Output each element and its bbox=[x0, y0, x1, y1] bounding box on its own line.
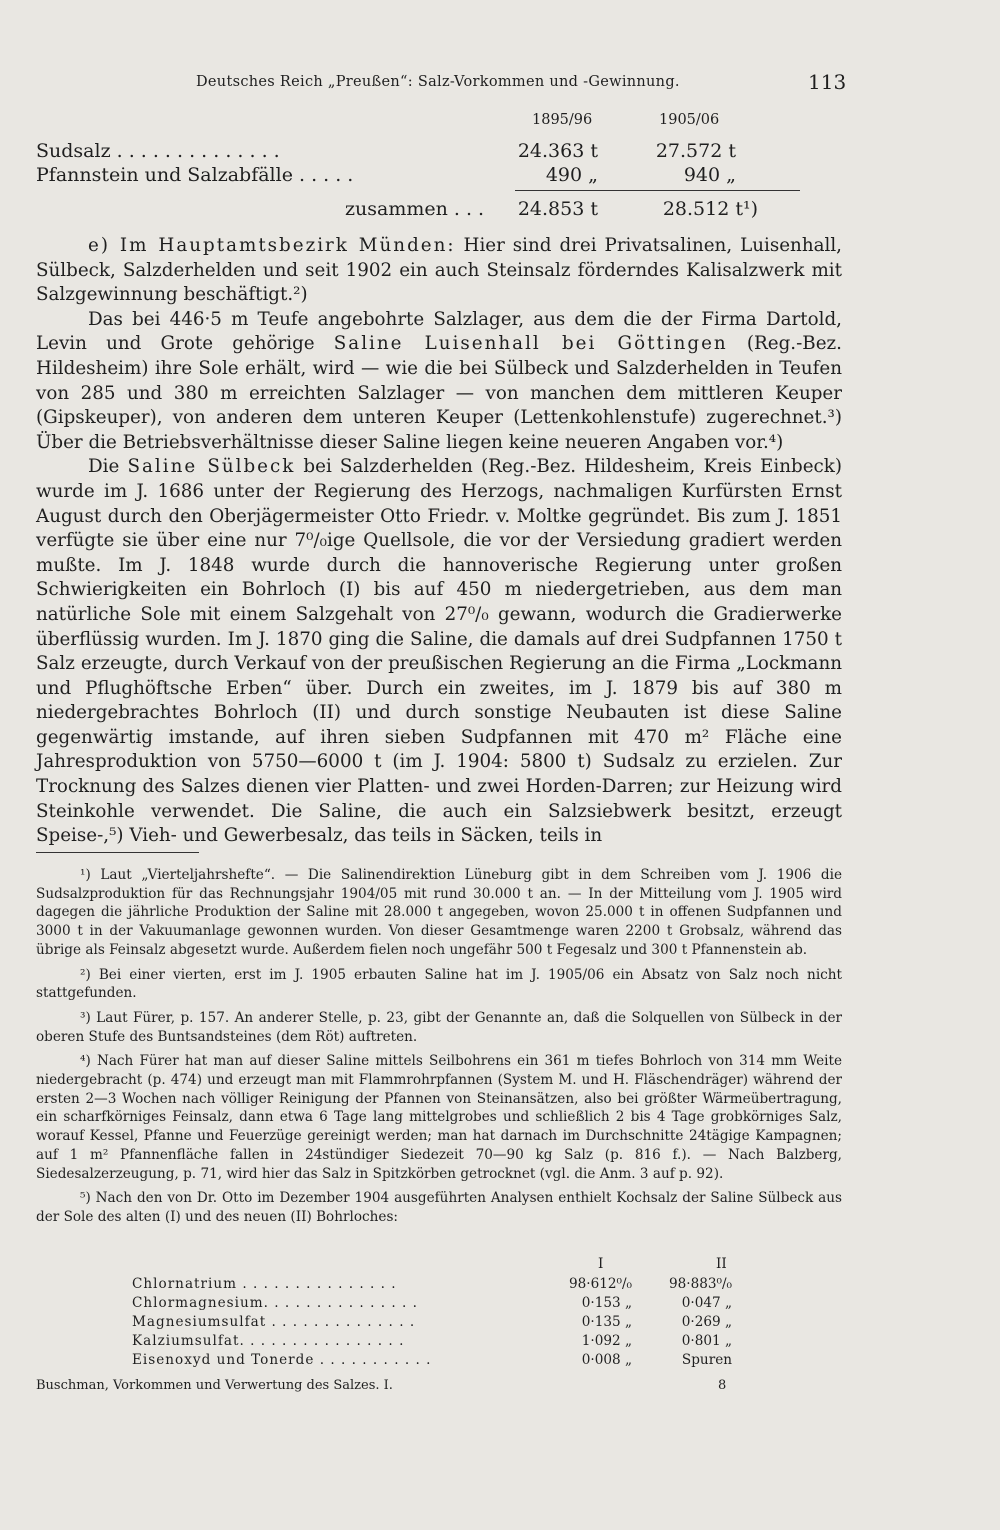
row-value-1: 0·153 „ bbox=[581, 1295, 632, 1311]
footnote: ⁴) Nach Fürer hat man auf dieser Saline mittels Seilbohrens ein 361 m tiefes Bohrloch von 314 mm Weite niedergebracht (p. 474) und erzeugt man mit Flammrohrpfannen (System M. und H. Fläschendräger) während der ersten 2—3 Wochen nach völliger Reinigung der Pfannen von Steinansätzen, also bei größter Wärmeübertragung, ein scharfkörniges Feinsalz, dann etwa 6 Tage lang mittelgrobes und schließlich 2 bis 4 Tage grobkörniges Salz, worauf Kessel, Pfanne und Feuerzüge gereinigt werden; man hat darnach im Durchschnitte 24tägige Kampagnen; auf 1 m² Pfannenfläche fallen in 24stündiger Siedezeit 70—90 kg Salz (p. 816 f.). — Nach Balzberg, Siedesalzerzeugung, p. 71, wird hier das Salz in Spitzkörben getrocknet (vgl. die Anm. 3 auf p. 92). bbox=[36, 1053, 842, 1182]
row-value-2: 0·047 „ bbox=[681, 1295, 732, 1311]
body-text bbox=[36, 234, 842, 849]
row-value-2: 28.512 t¹) bbox=[662, 198, 758, 220]
footnote: ¹) Laut „Vierteljahrshefte“. — Die Salinendirektion Lüneburg gibt in dem Schreiben vom J. 1906 die Sudsalzproduktion für das Rechnungsjahr 1904/05 mit rund 30.000 t an. — In der Mitteilung vom J. 1905 wird dagegen die jährliche Produktion der Saline mit 28.000 t angegeben, wovon 25.000 t in offenen Sudpfannen und 3000 t in der Vakuumanlage gewonnen wurden. Von dieser Gesamtmenge waren 2200 t Grobsalz, während das übrige als Feinsalz abgesetzt wurde. Außerdem fielen noch ungefähr 500 t Fegesalz und 300 t Pfannenstein ab. bbox=[36, 867, 842, 958]
row-label: Sudsalz . . . . . . . . . . . . . . bbox=[36, 140, 280, 162]
row-value-1: 490 „ bbox=[545, 164, 598, 186]
row-value-2: 27.572 t bbox=[655, 140, 736, 162]
table-row bbox=[132, 1333, 742, 1352]
spaced-name: Saline Sülbeck bbox=[127, 456, 296, 478]
paragraph bbox=[36, 308, 842, 456]
row-value-1: 98·612⁰/₀ bbox=[568, 1276, 632, 1292]
table-row bbox=[132, 1352, 742, 1371]
row-value-2: 940 „ bbox=[683, 164, 736, 186]
page-number: 113 bbox=[808, 70, 847, 94]
column-header-II: II bbox=[716, 1256, 727, 1272]
row-label: zusammen . . . bbox=[345, 198, 485, 220]
row-value-2: Spuren bbox=[681, 1352, 732, 1368]
row-label: Kalziumsulfat. . . . . . . . . . . . . . . . bbox=[132, 1333, 405, 1349]
row-label: Pfannstein und Salzabfälle . . . . . bbox=[36, 164, 354, 186]
row-label: Chlormagnesium. . . . . . . . . . . . . . . bbox=[132, 1295, 418, 1311]
table-header-1905: 1905/06 bbox=[659, 112, 720, 128]
running-title: Deutsches Reich „Preußen“: Salz-Vorkommen und -Gewinnung. bbox=[196, 74, 680, 90]
signature-mark: 8 bbox=[718, 1378, 727, 1393]
row-label: Eisenoxyd und Tonerde . . . . . . . . . . . bbox=[132, 1352, 432, 1368]
paragraph-text: Die bbox=[88, 456, 128, 478]
paragraph bbox=[36, 455, 842, 849]
row-value-1: 24.853 t bbox=[517, 198, 598, 220]
table-row bbox=[132, 1295, 742, 1314]
paragraph bbox=[36, 234, 842, 308]
footnotes bbox=[36, 866, 842, 1233]
row-label: Magnesiumsulfat . . . . . . . . . . . . . . bbox=[132, 1314, 416, 1330]
section-heading: e) Im Hauptamtsbezirk Münden: bbox=[88, 235, 456, 256]
paragraph-text: Hier sind drei Privatsalinen, Luisenhall, Sülbeck, Salzderhelden und seit 1902 ein auch Steinsalz förderndes Kalisalzwerk mit Salzgewinnung beschäftigt.²) bbox=[36, 235, 842, 306]
footer-source: Buschman, Vorkommen und Verwertung des Salzes. I. bbox=[36, 1378, 393, 1393]
sum-rule bbox=[515, 190, 800, 191]
row-value-2: 0·269 „ bbox=[681, 1314, 732, 1330]
column-header-I: I bbox=[598, 1256, 604, 1272]
paragraph-text: (Reg.-Bez. Hildesheim) ihre Sole erhält, wird — wie die bei Sülbeck und Salzderhelden in Teufen von 285 und 380 m erreichten Salzlager — von manchen dem mittleren Keuper (Gipskeuper), von anderen dem unteren Keuper (Lettenkohlenstufe) zugerechnet.³) Über die Betriebsverhältnisse dieser Saline liegen keine neueren Angaben vor.⁴) bbox=[36, 333, 842, 453]
row-value-1: 0·008 „ bbox=[581, 1352, 632, 1368]
spaced-name: Saline Luisenhall bei Göttingen bbox=[333, 333, 728, 355]
table-row bbox=[132, 1314, 742, 1333]
footnote: ³) Laut Fürer, p. 157. An anderer Stelle, p. 23, gibt der Genannte an, daß die Solquellen von Sülbeck in der oberen Stufe des Buntsandsteines (dem Röt) auftreten. bbox=[36, 1009, 842, 1045]
row-value-1: 1·092 „ bbox=[581, 1333, 632, 1349]
table-header-1895: 1895/96 bbox=[532, 112, 593, 128]
footnote: ⁵) Nach den von Dr. Otto im Dezember 1904 ausgeführten Analysen enthielt Kochsalz der Saline Sülbeck aus der Sole des alten (I) und des neuen (II) Bohrloches: bbox=[36, 1190, 842, 1225]
row-value-2: 0·801 „ bbox=[681, 1333, 732, 1349]
table-row bbox=[132, 1276, 742, 1295]
footnote: ²) Bei einer vierten, erst im J. 1905 erbauten Saline hat im J. 1905/06 ein Absatz von Salz noch nicht stattgefunden. bbox=[36, 966, 842, 1002]
paragraph-text: Das bei 446·5 m Teufe angebohrte Salzlager, aus dem die der Firma Dartold, Levin und Grote gehörige bbox=[36, 308, 842, 355]
paragraph-text: bei Salzderhelden (Reg.-Bez. Hildesheim, Kreis Einbeck) wurde im J. 1686 unter der Regierung des Herzogs, nachmaligen Kurfürsten Ernst August durch den Oberjägermeister Otto Friedr. v. Moltke gegründet. Bis zum J. 1851 verfügte sie über eine nur 7⁰/₀ige Quellsole, die vor der Versiedung gradiert werden mußte. Im J. 1848 wurde durch die hannoverische Regierung unter großen Schwierigkeiten ein Bohrloch (I) bis auf 450 m niedergetrieben, aus dem man natürliche Sole mit einem Salzgehalt von 27⁰/₀ gewann, wodurch die Gradierwerke überflüssig wurden. Im J. 1870 ging die Saline, die damals auf drei Sudpfannen 1750 t Salz erzeugte, durch Verkauf von der preußischen Regierung an die Firma „Lockmann und Pflughöftsche Erben“ über. Durch ein zweites, im J. 1879 bis auf 380 m niedergebrachtes Bohrloch (II) und durch sonstige Neubauten ist diese Saline gegenwärtig imstande, auf ihren sieben Sudpfannen mit 470 m² Fläche eine Jahresproduktion von 5750—6000 t (im J. 1904: 5800 t) Sudsalz zu erzielen. Zur Trocknung des Salzes dienen vier Platten- und zwei Horden-Darren; zur Heizung wird Steinkohle verwendet. Die Saline, die auch ein Salzsiebwerk besitzt, erzeugt Speise-,⁵) Vieh- und Gewerbesalz, das teils in Säcken, teils in bbox=[36, 456, 842, 847]
footnote-rule bbox=[36, 852, 199, 853]
row-label: Chlornatrium . . . . . . . . . . . . . . . bbox=[132, 1276, 397, 1292]
row-value-2: 98·883⁰/₀ bbox=[668, 1276, 732, 1292]
row-value-1: 24.363 t bbox=[517, 140, 598, 162]
row-value-1: 0·135 „ bbox=[581, 1314, 632, 1330]
